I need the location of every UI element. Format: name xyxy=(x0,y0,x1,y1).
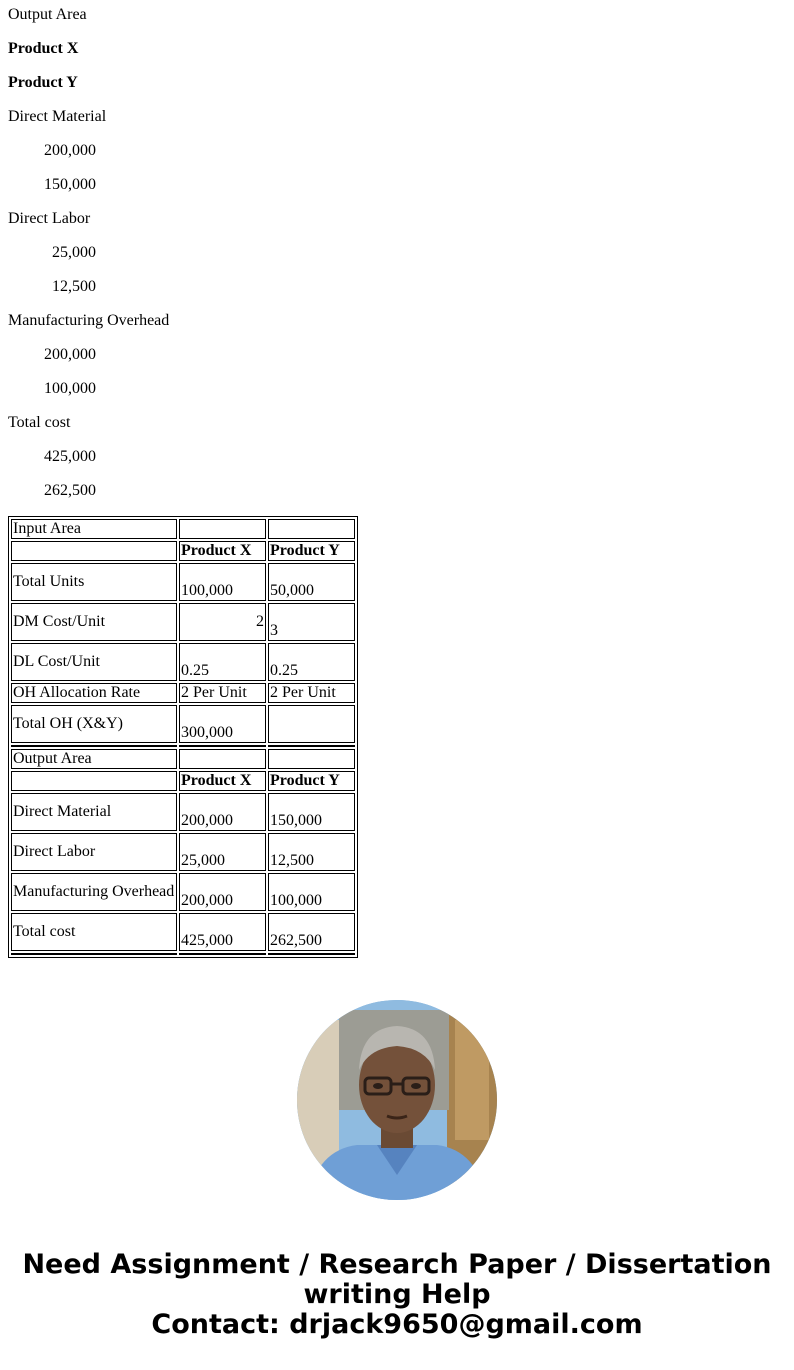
table-row xyxy=(11,541,355,561)
cost-table xyxy=(8,516,358,958)
person-photo-icon xyxy=(297,1000,497,1200)
direct-labor-label: Direct Labor xyxy=(8,210,91,227)
manufacturing-overhead-x-value: 200,000 xyxy=(44,346,96,363)
output-oh-y: 100,000 xyxy=(268,873,355,911)
table-cell xyxy=(179,749,266,769)
dl-cost-y: 0.25 xyxy=(268,643,355,681)
direct-labor-x-value: 25,000 xyxy=(52,244,96,261)
footer-contact: Contact: drjack9650@gmail.com xyxy=(151,1309,643,1340)
table-row xyxy=(11,563,355,601)
table-separator xyxy=(11,745,355,747)
footer-line-1: Need Assignment / Research Paper / Dissertation xyxy=(22,1249,772,1280)
output-oh-x: 200,000 xyxy=(179,873,266,911)
table-row xyxy=(11,603,355,641)
dl-cost-label: DL Cost/Unit xyxy=(11,643,177,681)
output-area-title: Output Area xyxy=(8,6,87,23)
table-row xyxy=(11,771,355,791)
table-row xyxy=(11,749,355,769)
direct-material-y-value: 150,000 xyxy=(44,176,96,193)
output-product-y-header: Product Y xyxy=(268,771,355,791)
total-cost-x-value: 425,000 xyxy=(44,448,96,465)
product-y-heading: Product Y xyxy=(8,74,78,91)
output-total-x: 425,000 xyxy=(179,913,266,951)
table-cell xyxy=(179,953,266,955)
table-row xyxy=(11,913,355,951)
total-cost-y-value: 262,500 xyxy=(44,482,96,499)
product-x-header: Product X xyxy=(179,541,266,561)
table-row xyxy=(11,705,355,743)
table-cell xyxy=(11,541,177,561)
table-row xyxy=(11,643,355,681)
table-cell xyxy=(11,745,177,747)
output-dm-x: 200,000 xyxy=(179,793,266,831)
output-dl-label: Direct Labor xyxy=(11,833,177,871)
output-dm-label: Direct Material xyxy=(11,793,177,831)
input-area-title: Input Area xyxy=(11,519,177,539)
table-row xyxy=(11,683,355,703)
footer-line-2: writing Help xyxy=(303,1279,491,1310)
table-cell xyxy=(268,953,355,955)
direct-material-x-value: 200,000 xyxy=(44,142,96,159)
contact-banner xyxy=(0,1250,794,1340)
output-oh-label: Manufacturing Overhead xyxy=(11,873,177,911)
output-dl-y: 12,500 xyxy=(268,833,355,871)
table-cell xyxy=(179,745,266,747)
output-total-y: 262,500 xyxy=(268,913,355,951)
output-dl-x: 25,000 xyxy=(179,833,266,871)
total-oh-label: Total OH (X&Y) xyxy=(11,705,177,743)
table-row xyxy=(11,873,355,911)
table-row xyxy=(11,833,355,871)
oh-rate-y: 2 Per Unit xyxy=(268,683,355,703)
dm-cost-y: 3 xyxy=(268,603,355,641)
output-total-label: Total cost xyxy=(11,913,177,951)
direct-labor-y-value: 12,500 xyxy=(52,278,96,295)
total-units-label: Total Units xyxy=(11,563,177,601)
manufacturing-overhead-label: Manufacturing Overhead xyxy=(8,312,170,329)
oh-rate-label: OH Allocation Rate xyxy=(11,683,177,703)
table-row xyxy=(11,519,355,539)
table-cell xyxy=(268,519,355,539)
direct-material-label: Direct Material xyxy=(8,108,107,125)
output-dm-y: 150,000 xyxy=(268,793,355,831)
manufacturing-overhead-y-value: 100,000 xyxy=(44,380,96,397)
output-area-table-title: Output Area xyxy=(11,749,177,769)
table-cell xyxy=(268,749,355,769)
table-cell xyxy=(11,771,177,791)
dl-cost-x: 0.25 xyxy=(179,643,266,681)
table-row xyxy=(11,793,355,831)
product-x-heading: Product X xyxy=(8,40,79,57)
total-oh-x: 300,000 xyxy=(179,705,266,743)
total-units-x: 100,000 xyxy=(179,563,266,601)
table-cell xyxy=(11,953,177,955)
dm-cost-x: 2 xyxy=(179,603,266,641)
total-units-y: 50,000 xyxy=(268,563,355,601)
output-product-x-header: Product X xyxy=(179,771,266,791)
table-cell xyxy=(268,745,355,747)
table-separator xyxy=(11,953,355,955)
total-cost-label: Total cost xyxy=(8,414,71,431)
avatar xyxy=(297,1000,497,1200)
dm-cost-label: DM Cost/Unit xyxy=(11,603,177,641)
oh-rate-x: 2 Per Unit xyxy=(179,683,266,703)
table-cell xyxy=(179,519,266,539)
product-y-header: Product Y xyxy=(268,541,355,561)
table-cell xyxy=(268,705,355,743)
